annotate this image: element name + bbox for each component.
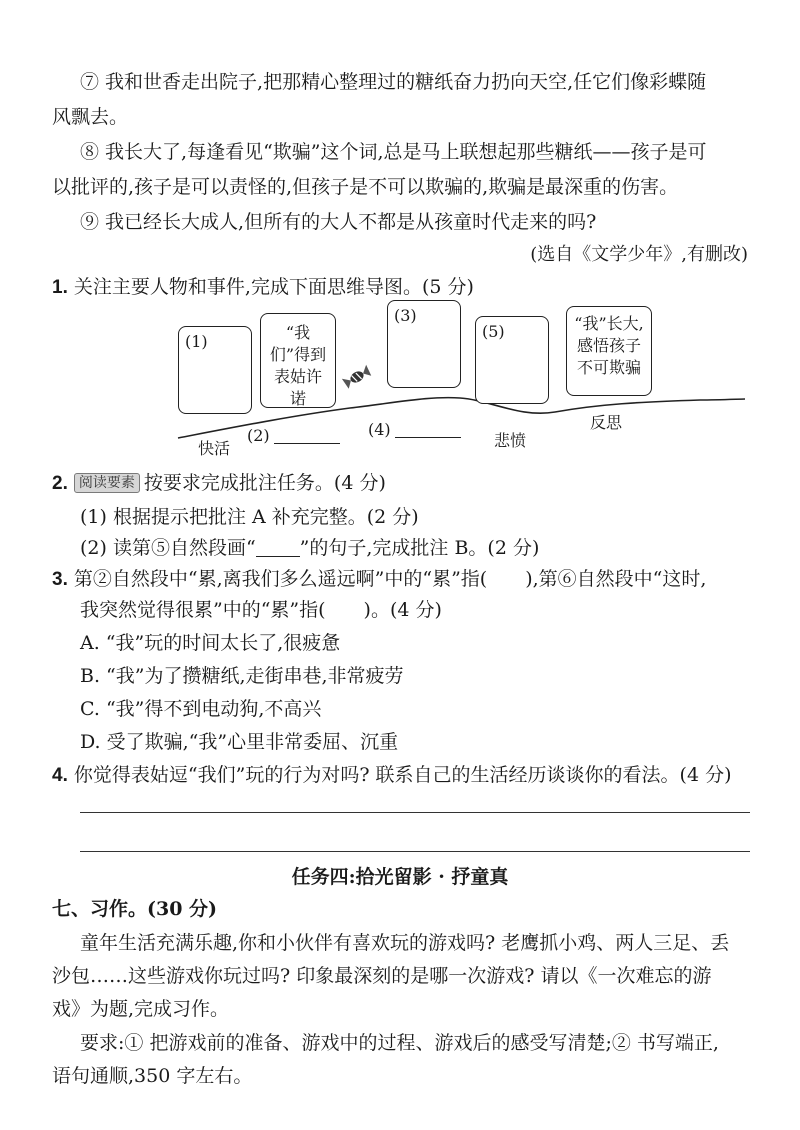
candy-icon (340, 362, 374, 392)
question-2-sub-1: (1) 根据提示把批注 A 补充完整。(2 分) (80, 506, 419, 528)
option-b[interactable]: B. “我”为了攒糖纸,走街串巷,非常疲劳 (80, 665, 404, 687)
question-4-text: 你觉得表姑逗“我们”玩的行为对吗? 联系自己的生活经历谈谈你的看法。(4 分) (73, 764, 732, 786)
option-d[interactable]: D. 受了欺骗,“我”心里非常委屈、沉重 (80, 731, 399, 753)
answer-line-1[interactable] (80, 812, 750, 813)
question-2-number: 2. (52, 473, 68, 494)
writing-requirement-line-2: 语句通顺,350 字左右。 (52, 1065, 253, 1087)
mind-map-box-1[interactable] (178, 326, 252, 414)
blank-2-line[interactable] (274, 427, 340, 444)
label-sad: 悲愤 (494, 431, 527, 450)
writing-requirement-line-1: 要求:① 把游戏前的准备、游戏中的过程、游戏后的感受写清楚;② 书写端正, (80, 1032, 719, 1054)
paragraph-8-line-1: ⑧ 我长大了,每逢看见“欺骗”这个词,总是马上联想起那些糖纸——孩子是可 (80, 141, 707, 163)
label-happy: 快活 (198, 439, 231, 458)
label-reflect: 反思 (590, 413, 623, 432)
question-4-number: 4. (52, 765, 68, 786)
writing-para-line-3: 戏》为题,完成习作。 (52, 998, 230, 1020)
question-4 (52, 763, 732, 788)
question-3-number: 3. (52, 569, 68, 590)
mind-map-wave-line (0, 0, 800, 470)
blank-4-line[interactable] (395, 421, 461, 438)
question-3 (52, 567, 706, 592)
question-2-sub-2 (80, 536, 539, 560)
writing-para-line-1: 童年生活充满乐趣,你和小伙伴有喜欢玩的游戏吗? 老鹰抓小鸡、两人三足、丢 (80, 932, 730, 954)
mind-map-box-2 (260, 313, 336, 408)
reading-element-tag: 阅读要素 (74, 473, 140, 493)
question-2-text: 按要求完成批注任务。(4 分) (143, 472, 386, 494)
option-c[interactable]: C. “我”得不到电动狗,不高兴 (80, 698, 322, 720)
question-2-sub-2-before: (2) 读第⑤自然段画“ (80, 537, 256, 559)
task-4-title: 任务四:拾光留影 · 抒童真 (291, 866, 509, 888)
label-2: (2) (247, 426, 270, 445)
paragraph-7-line-1: ⑦ 我和世香走出院子,把那精心整理过的糖纸奋力扔向天空,任它们像彩蝶随 (80, 71, 707, 93)
question-2-sub-2-after: ”的句子,完成批注 B。(2 分) (299, 537, 540, 559)
box-1-label: (1) (185, 332, 208, 351)
mind-map-box-3[interactable] (387, 300, 461, 388)
box-2-text: “我们”得到表姑许诺 (269, 323, 327, 408)
option-a[interactable]: A. “我”玩的时间太长了,很疲惫 (80, 632, 341, 654)
paragraph-8-line-2: 以批评的,孩子是可以责怪的,但孩子是不可以欺骗的,欺骗是最深重的伤害。 (52, 176, 679, 198)
question-1-text: 关注主要人物和事件,完成下面思维导图。(5 分) (73, 276, 474, 298)
paragraph-9-line-1: ⑨ 我已经长大成人,但所有的大人不都是从孩童时代走来的吗? (80, 211, 597, 233)
box-last-text: “我”长大,感悟孩子不可欺骗 (574, 314, 644, 377)
label-blank-2 (247, 426, 340, 445)
writing-heading: 七、习作。(30 分) (52, 898, 218, 920)
box-5-label: (5) (482, 322, 505, 341)
label-4: (4) (368, 420, 391, 439)
paragraph-7-line-2: 风飘去。 (52, 106, 129, 128)
writing-para-line-2: 沙包……这些游戏你玩过吗? 印象最深刻的是哪一次游戏? 请以《一次难忘的游 (52, 965, 712, 987)
question-3-line-2: 我突然觉得很累”中的“累”指( )。(4 分) (80, 599, 442, 621)
question-2 (52, 471, 386, 496)
question-1-number: 1. (52, 277, 68, 298)
underline-mark (256, 538, 300, 557)
label-blank-4 (368, 420, 461, 439)
answer-line-2[interactable] (80, 851, 750, 852)
box-3-label: (3) (394, 306, 417, 325)
question-3-line-1: 第②自然段中“累,离我们多么遥远啊”中的“累”指( ),第⑥自然段中“这时, (73, 568, 707, 590)
passage-source: (选自《文学少年》,有删改) (530, 244, 748, 265)
mind-map-box-5[interactable] (475, 316, 549, 404)
mind-map-box-realization (566, 306, 652, 396)
